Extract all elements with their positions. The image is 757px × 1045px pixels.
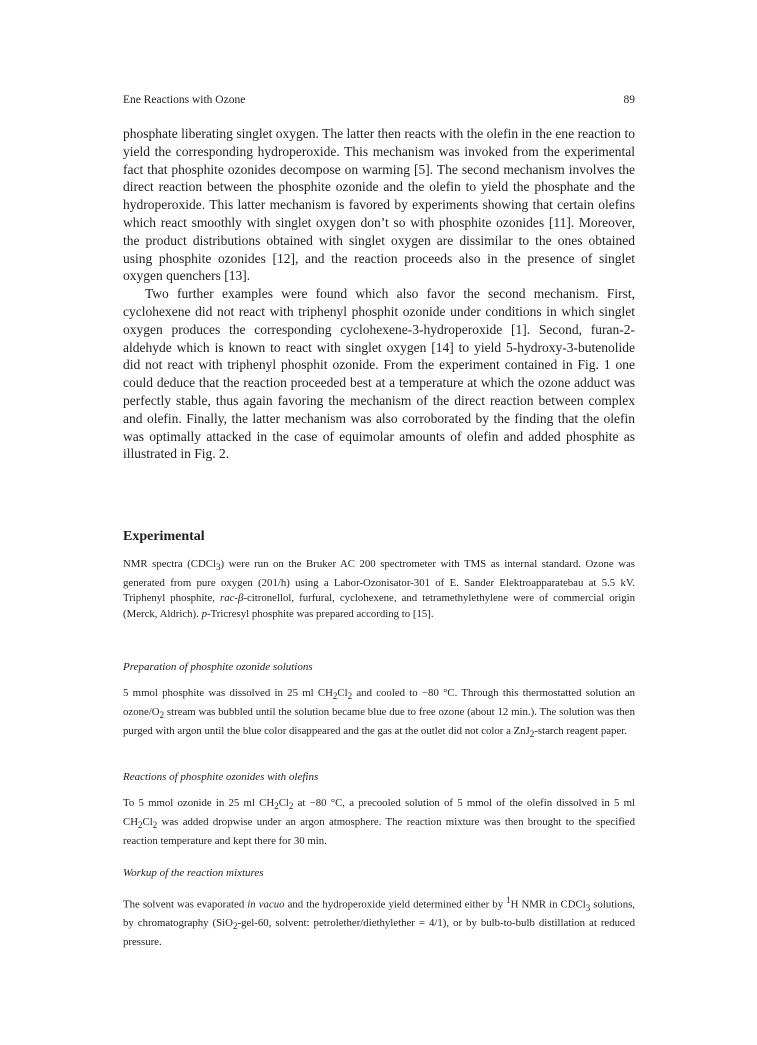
body-text [123, 125, 635, 463]
page-number: 89 [623, 94, 635, 106]
subheading-preparation: Preparation of phosphite ozonide solutions [123, 661, 313, 673]
subheading-reactions: Reactions of phosphite ozonides with olefins [123, 771, 319, 783]
experimental-intro-paragraph: NMR spectra (CDCl$_3$) were run on the Bruker AC 200 spectrometer with TMS as internal standard. Ozone was generated from pure oxygen (201/h) using a Labor-Ozonisator-301 of E. Sander Elektroapparatebau at 5.5 kV. Triphenyl phosphite, rac-β-citronellol, furfural, cyclohexene, and tetramethylethylene were of commercial origin (Merck, Aldrich). p-Tricresyl phosphite was prepared according to [15]. [123, 558, 635, 620]
reactions-paragraph: To 5 mmol ozonide in 25 ml $CH_2Cl_2$ at −80 °C, a precooled solution of 5 mmol of the olefin dissolved in 5 ml $CH_2Cl_2$ was added dropwise under an argon atmosphere. The reaction mixture was then brought to the specified reaction temperature and kept there for 30 min. [123, 797, 635, 847]
running-head-title: Ene Reactions with Ozone [123, 94, 246, 106]
body-paragraph-2: Two further examples were found which also favor the second mechanism. First, cyclohexene did not react with triphenyl phosphit ozonide under conditions in which singlet oxygen produces the corresponding cyclohexene-3-hydroperoxide [1]. Second, furan-2-aldehyde which is known to react with singlet oxygen [14] to yield 5-hydroxy-3-butenolide did not react with triphenyl phosphit ozonide. From the experiment contained in Fig. 1 one could deduce that the reaction proceeded best at a temperature at which the ozone adduct was perfectly stable, thus again favoring the mechanism of the direct reaction between complex and olefin. Finally, the latter mechanism was also corroborated by the finding that the olefin was optimally attacked in the case of equimolar amounts of olefin and added phosphite as illustrated in Fig. 2. [123, 286, 635, 462]
running-head [123, 92, 635, 108]
section-heading-experimental: Experimental [123, 529, 205, 544]
preparation-paragraph: 5 mmol phosphite was dissolved in 25 ml $CH_2Cl_2$ and cooled to −80 °C. Through this thermostatted solution an ozone/$O_2$ stream was bubbled until the solution became blue due to free ozone (about 12 min.). The solution was then purged with argon until the blue color disappeared and the gas at the outlet did not color a ZnJ$_2$-starch reagent paper. [123, 687, 636, 739]
workup-paragraph: The solvent was evaporated in vacuo and the hydroperoxide yield determined either by $^1$H NMR in CDCl$_3$ solutions, by chromatography (SiO$_2$-gel-60, solvent: petrolether/diethylether = 4/1), or by bulb-to-bulb distillation at reduced pressure. [123, 895, 636, 949]
body-paragraph-1: phosphate liberating singlet oxygen. The latter then reacts with the olefin in the ene reaction to yield the corresponding hydroperoxide. This mechanism was invoked from the experimental fact that phosphite ozonides decompose on warming [5]. The second mechanism involves the direct reaction between the phosphite ozonide and the olefin to yield the phosphate and the hydroperoxide. This latter mechanism is favored by experiments showing that certain olefins which react smoothly with singlet oxygen don’t so with phosphite ozonides [11]. Moreover, the product distributions obtained with singlet oxygen are dissimilar to the ones obtained using phosphite ozonides [12], and the reaction proceeds also in the presence of singlet oxygen quenchers [13]. [123, 126, 635, 284]
subheading-workup: Workup of the reaction mixtures [123, 867, 264, 879]
